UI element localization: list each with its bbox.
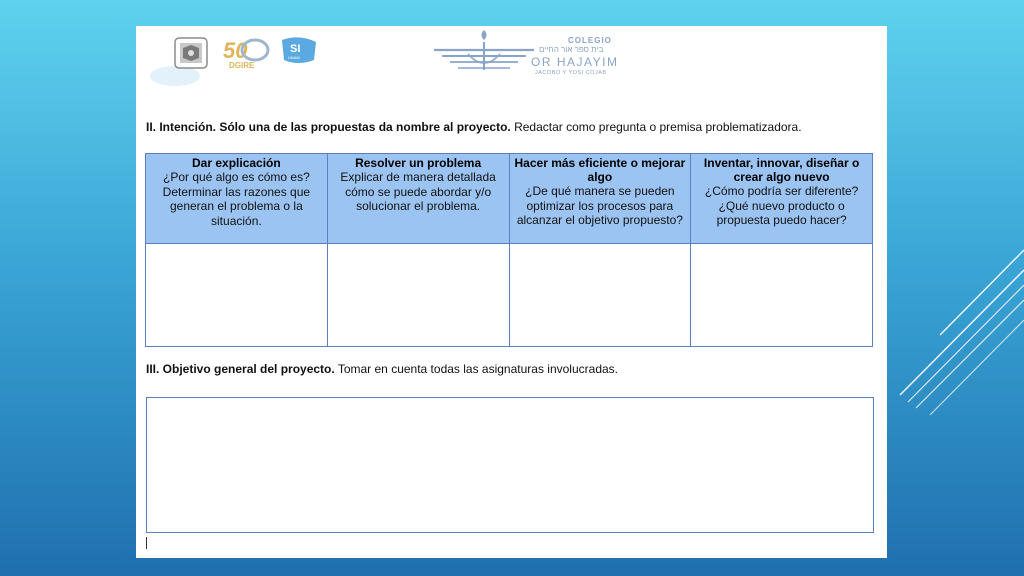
colegio-name-block <box>531 36 618 76</box>
colegio-name: OR HAJAYIM <box>531 55 619 69</box>
table-header-row <box>146 154 873 244</box>
column-title: Inventar, innovar, diseñar o crear algo nuevo <box>703 156 860 184</box>
colegio-label: COLEGIO <box>568 36 612 45</box>
section-3-heading <box>146 362 618 376</box>
table-header-cell <box>327 154 509 244</box>
column-description: ¿De qué manera se pueden optimizar los procesos para alcanzar el objetivo propuesto? <box>516 184 683 227</box>
table-header-cell <box>691 154 873 244</box>
column-title: Resolver un problema <box>355 156 482 170</box>
logo-header <box>136 26 887 116</box>
section-3-bold-text: III. Objetivo general del proyecto. <box>146 362 335 376</box>
section-2-heading <box>146 120 802 134</box>
document-page <box>136 26 887 558</box>
text-cursor <box>146 537 147 549</box>
si-unam-logo <box>278 36 320 64</box>
table-header-cell <box>146 154 328 244</box>
dgire-50-logo <box>221 34 271 70</box>
section-3-instruction: Tomar en cuenta todas las asignaturas involucradas. <box>334 362 618 376</box>
section-2-instruction: Redactar como pregunta o premisa problematizadora. <box>510 120 802 134</box>
intention-table <box>145 153 873 347</box>
column-title: Hacer más eficiente o mejorar algo <box>514 156 686 184</box>
column-title: Dar explicación <box>192 156 281 170</box>
answer-cell-resolver[interactable] <box>327 244 509 347</box>
decorative-lines <box>880 230 1024 430</box>
table-header-cell <box>509 154 691 244</box>
unam-seal-logo <box>173 36 209 70</box>
answer-cell-mejorar[interactable] <box>509 244 691 347</box>
section-2-bold-text: II. Intención. Sólo una de las propuestas da nombre al proyecto. <box>146 120 511 134</box>
svg-text:50: 50 <box>223 38 248 63</box>
table-answer-row <box>146 244 873 347</box>
column-description: Explicar de manera detallada cómo se puede abordar y/o solucionar el problema. <box>340 170 496 213</box>
colegio-subtitle: JACOBO Y YOSI COJAB <box>535 70 607 76</box>
answer-cell-inventar[interactable] <box>691 244 873 347</box>
svg-text:UNAM: UNAM <box>288 55 300 60</box>
svg-text:SI: SI <box>290 43 301 55</box>
svg-text:DGIRE: DGIRE <box>229 61 255 70</box>
colegio-hebrew-name: בית ספר אור החיים <box>539 45 604 54</box>
column-description: ¿Por qué algo es cómo es? Determinar las razones que generan el problema o la situación. <box>162 170 311 228</box>
column-description: ¿Cómo podría ser diferente? ¿Qué nuevo producto o propuesta puedo hacer? <box>704 184 859 227</box>
answer-cell-explicacion[interactable] <box>146 244 328 347</box>
objective-answer-box[interactable] <box>146 397 874 533</box>
